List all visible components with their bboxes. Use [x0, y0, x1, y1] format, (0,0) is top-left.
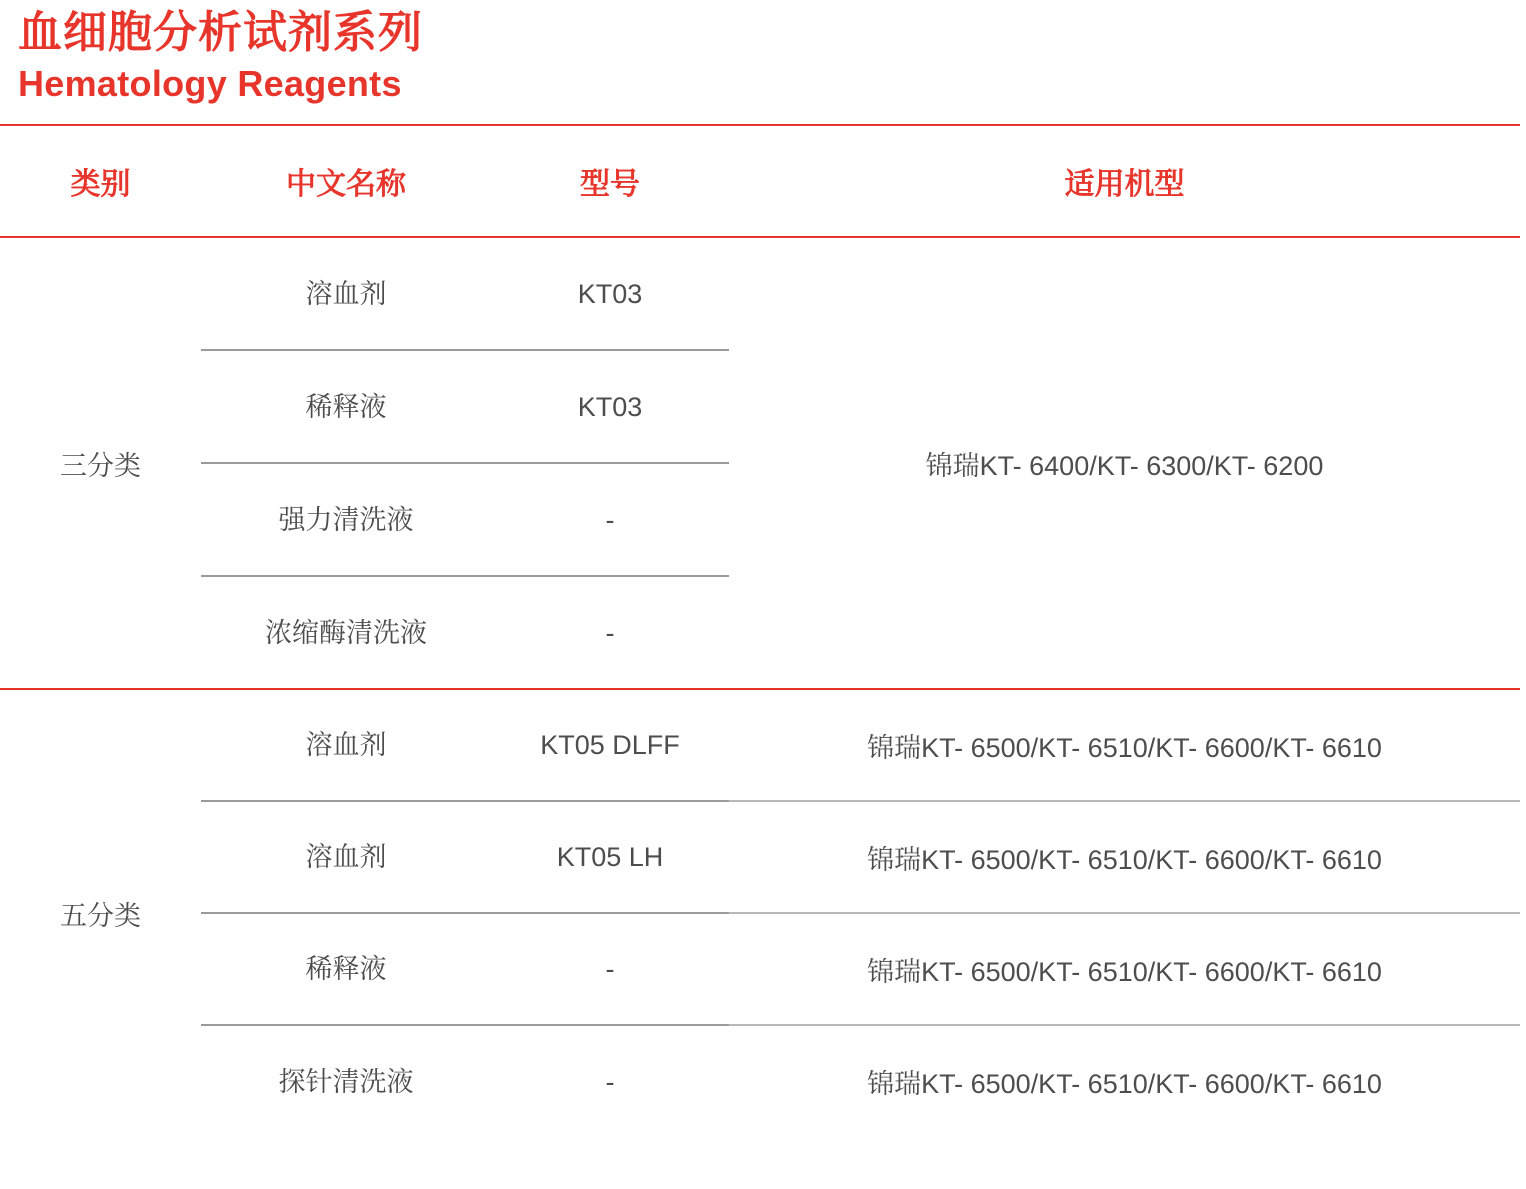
machine-cell: 锦瑞KT- 6500/KT- 6510/KT- 6600/KT- 6610: [729, 801, 1520, 913]
model-cell: -: [605, 1066, 615, 1097]
category-cell-group2: 五分类: [60, 901, 141, 932]
machine-cell-group1: 锦瑞KT- 6400/KT- 6300/KT- 6200: [729, 237, 1520, 689]
column-header-model: 型号: [491, 125, 729, 237]
machine-cell: 锦瑞KT- 6500/KT- 6510/KT- 6600/KT- 6610: [867, 1069, 1382, 1100]
model-cell: -: [491, 576, 729, 689]
page-title-cn: 血细胞分析试剂系列: [18, 8, 423, 57]
model-cell: KT03: [491, 350, 729, 463]
category-cell-group1: 三分类: [0, 237, 201, 689]
model-cell: KT05 LH: [491, 801, 729, 913]
name-cell: 强力清洗液: [201, 463, 491, 576]
model-cell: -: [491, 913, 729, 1025]
table-row: [0, 801, 1520, 913]
model-cell: KT05 DLFF: [491, 689, 729, 801]
name-cell: 溶血剂: [201, 237, 491, 350]
column-header-name: 中文名称: [201, 125, 491, 237]
model-cell: KT03: [491, 237, 729, 350]
column-header-category: 类别: [0, 125, 201, 237]
page-title-en: Hematology Reagents: [18, 63, 402, 105]
name-cell: 稀释液: [201, 913, 491, 1025]
table-row: [0, 689, 1520, 801]
machine-cell: 锦瑞KT- 6500/KT- 6510/KT- 6600/KT- 6610: [729, 689, 1520, 801]
table-row: [0, 913, 1520, 1025]
table-row: [0, 1025, 1520, 1137]
name-cell: 浓缩酶清洗液: [201, 576, 491, 689]
name-cell: 探针清洗液: [278, 1066, 414, 1097]
machine-cell: 锦瑞KT- 6500/KT- 6510/KT- 6600/KT- 6610: [729, 913, 1520, 1025]
name-cell: 溶血剂: [201, 689, 491, 801]
table-row: [0, 237, 1520, 350]
column-header-machine: 适用机型: [729, 125, 1520, 237]
reagents-table: [0, 124, 1520, 1137]
name-cell: 稀释液: [201, 350, 491, 463]
table-header-row: [0, 125, 1520, 237]
model-cell: -: [491, 463, 729, 576]
name-cell: 溶血剂: [201, 801, 491, 913]
page-header: [0, 0, 1526, 106]
